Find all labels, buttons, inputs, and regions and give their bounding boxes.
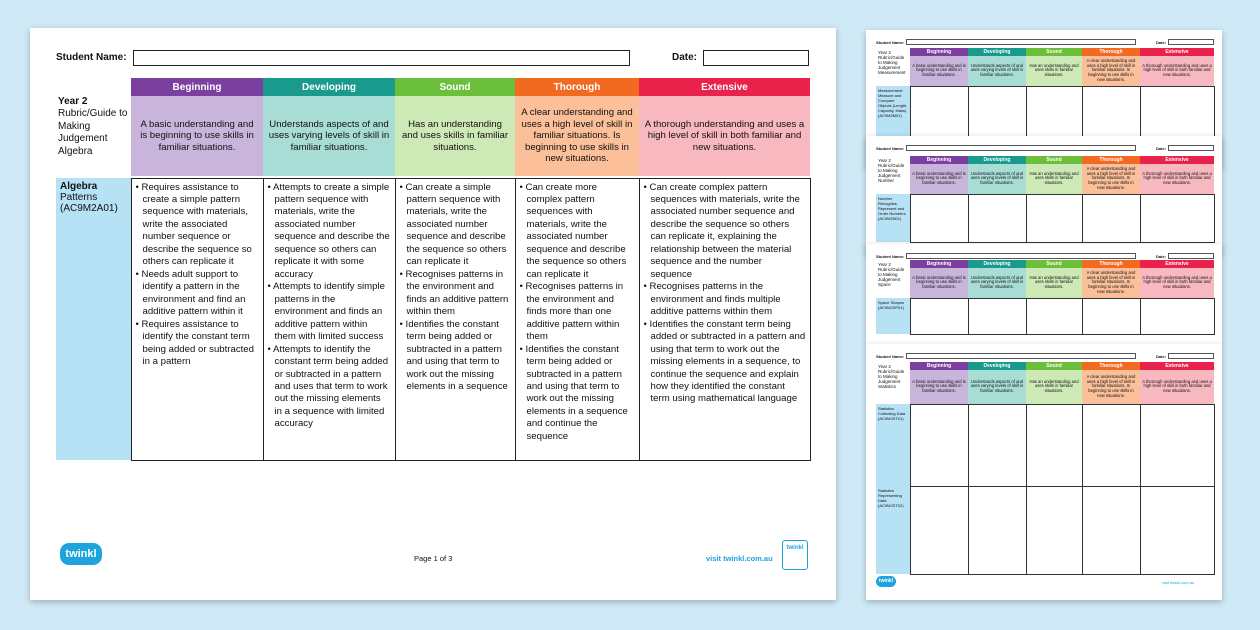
level-developing-descriptor: Understands aspects of and uses varying levels of skill in familiar situations. — [263, 96, 395, 176]
criterion: • Recognises patterns in the environment and finds multiple additive patterns within them — [644, 281, 806, 318]
rubric-table — [56, 78, 811, 461]
date-field — [1168, 253, 1214, 259]
level-descriptor: A clear understanding and uses a high level of skill in familiar situations. Is beginning to use skills in new situations. — [1082, 268, 1140, 298]
strand-cell: Space Shapes (AC9M2SP01) — [876, 298, 910, 334]
criterion: • Identifies the constant term being added or subtracted in a pattern and using that term to work out the missing elements in a sequence, to continue the sequence and explain how they identified the constant term using mathematical language — [644, 319, 806, 406]
intro-cell: Year 2 Rubric/Guide to Making Judgement Measurement — [878, 50, 906, 75]
level-header: Extensive — [1140, 48, 1214, 56]
student-name-label: Student Name: — [876, 254, 905, 259]
criterion: • Can create a simple pattern sequence with materials, write the associated number sequence and describe the sequence so others can replicate it — [400, 182, 511, 269]
criterion: • Attempts to create a simple pattern sequence with materials, write the associated number sequence and describe the sequence so others can replicate it with some accuracy — [268, 182, 391, 282]
date-label: Date: — [1156, 146, 1167, 151]
criterion: • Attempts to identify the constant term being added or subtracted in a pattern and uses that term to work out the missing elements in a sequence with limited accuracy — [268, 344, 391, 431]
page-number: Page 1 of 3 — [414, 554, 453, 563]
level-descriptor: A basic understanding and is beginning to use skills in familiar situations. — [910, 164, 968, 194]
level-descriptor: Has an understanding and uses skills in familiar situations. — [1026, 268, 1082, 298]
level-header: Extensive — [1140, 362, 1214, 370]
criterion: • Requires assistance to create a simple pattern sequence with materials, write the associated number sequence or describe the sequence so others can replicate it — [136, 182, 259, 269]
level-header: Developing — [968, 260, 1026, 268]
strand-cell — [56, 178, 131, 460]
date-label: Date: — [1156, 254, 1167, 259]
website-link[interactable]: visit twinkl.com.au — [706, 554, 773, 563]
intro-cell: Year 2 Rubric/Guide to Making Judgement Statistics — [878, 364, 905, 389]
level-header: Thorough — [1082, 48, 1140, 56]
level-descriptor: Has an understanding and uses skills in familiar situations. — [1026, 164, 1082, 194]
level-header: Developing — [968, 48, 1026, 56]
level-descriptor: A basic understanding and is beginning to use skills in familiar situations. — [910, 56, 968, 86]
level-header: Sound — [1026, 260, 1082, 268]
twinkl-logo: twinkl — [60, 543, 102, 565]
level-header: Sound — [1026, 48, 1082, 56]
level-descriptor: A thorough understanding and uses a high level of skill in both familiar and new situations. — [1140, 370, 1214, 404]
mini-rubric-table — [876, 156, 1215, 243]
level-descriptor: Understands aspects of and uses varying levels of skill in familiar situations. — [968, 56, 1026, 86]
student-name-label: Student Name: — [876, 40, 905, 45]
level-header: Beginning — [910, 260, 968, 268]
level-developing-header: Developing — [263, 78, 395, 96]
criterion: • Needs adult support to identify a pattern in the environment and find an additive pattern within it — [136, 269, 259, 319]
thumbnail-page-number[interactable] — [866, 136, 1222, 254]
mini-rubric-table — [876, 48, 1215, 147]
strand-cell: Number Recognise, Represent and Order Numbers (AC9M2N01) — [876, 194, 910, 242]
date-label: Date: — [1156, 354, 1167, 359]
rubric-page — [30, 28, 836, 600]
level-header: Thorough — [1082, 260, 1140, 268]
strand-cell: Measurement Measure and Compare Objects (Length, Capacity, Mass) (AC9M2M01) — [876, 86, 910, 146]
quality-badge — [782, 540, 808, 570]
date-field — [1168, 145, 1214, 151]
level-descriptor: A clear understanding and uses a high level of skill in familiar situations. Is beginning to use skills in new situations. — [1082, 164, 1140, 194]
developing-criteria — [263, 178, 395, 460]
level-thorough-descriptor: A clear understanding and uses a high level of skill in familiar situations. Is beginning to use skills in new situations. — [515, 96, 639, 176]
extensive-criteria — [639, 178, 810, 460]
level-descriptor: Understands aspects of and uses varying levels of skill in familiar situations. — [968, 370, 1026, 404]
strand-cell: Statistics Collecting Data (AC9M2ST01) — [876, 404, 910, 486]
level-header: Sound — [1026, 362, 1082, 370]
level-descriptor: A clear understanding and uses a high level of skill in familiar situations. Is beginning to use skills in new situations. — [1082, 56, 1140, 86]
website-link: visit twinkl.com.au — [1162, 580, 1195, 585]
level-thorough-header: Thorough — [515, 78, 639, 96]
criterion: • Can create complex pattern sequences with materials, write the associated number sequence and describe the sequence so others can replicate it, explaining the relationship between the material sequence and the number sequence — [644, 182, 806, 282]
student-name-field — [906, 353, 1136, 359]
date-label: Date: — [1156, 40, 1167, 45]
level-header: Thorough — [1082, 156, 1140, 164]
mini-rubric-table — [876, 362, 1215, 575]
badge-label: twinkl — [786, 545, 804, 551]
strand-cell: Statistics Representing Data (AC9M2ST02) — [876, 486, 910, 574]
sound-criteria — [395, 178, 515, 460]
beginning-criteria — [131, 178, 263, 460]
date-label: Date: — [672, 52, 698, 63]
date-field — [1168, 39, 1214, 45]
student-name-label: Student Name: — [56, 52, 127, 63]
intro-cell: Year 2 Rubric/Guide to Making Judgement Number — [878, 158, 905, 183]
level-descriptor: A basic understanding and is beginning to use skills in familiar situations. — [910, 268, 968, 298]
level-header: Developing — [968, 156, 1026, 164]
level-descriptor: A clear understanding and uses a high level of skill in familiar situations. Is beginning to use skills in new situations. — [1082, 370, 1140, 404]
level-header: Beginning — [910, 48, 968, 56]
level-extensive-descriptor: A thorough understanding and uses a high level of skill in both familiar and new situations. — [639, 96, 810, 176]
level-header: Extensive — [1140, 260, 1214, 268]
criterion: • Requires assistance to identify the constant term being added or subtracted in a pattern — [136, 319, 259, 369]
student-name-field — [906, 253, 1136, 259]
rubric-subtitle: Rubric/Guide to Making Judgement Algebra — [58, 108, 128, 157]
level-descriptor: A thorough understanding and uses a high level of skill in both familiar and new situations. — [1140, 164, 1214, 194]
student-name-label: Student Name: — [876, 146, 905, 151]
level-beginning-descriptor: A basic understanding and is beginning to use skills in familiar situations. — [131, 96, 263, 176]
level-beginning-header: Beginning — [131, 78, 263, 96]
criterion: • Identifies the constant term being added or subtracted in a pattern and using that term to work out the missing elements in a sequence and continue the sequence — [520, 344, 635, 444]
level-header: Beginning — [910, 156, 968, 164]
level-descriptor: Understands aspects of and uses varying levels of skill in familiar situations. — [968, 268, 1026, 298]
year-label: Year 2 — [58, 95, 88, 107]
student-name-field — [906, 145, 1136, 151]
date-field[interactable] — [703, 50, 809, 66]
level-descriptor: A basic understanding and is beginning to use skills in familiar situations. — [910, 370, 968, 404]
criterion: • Recognises patterns in the environment and finds more than one additive pattern within them — [520, 281, 635, 343]
student-name-field[interactable] — [133, 50, 630, 66]
level-descriptor: A thorough understanding and uses a high level of skill in both familiar and new situations. — [1140, 268, 1214, 298]
strand-topic: Patterns — [60, 192, 98, 203]
level-descriptor: A thorough understanding and uses a high level of skill in both familiar and new situations. — [1140, 56, 1214, 86]
student-name-label: Student Name: — [876, 354, 905, 359]
level-sound-descriptor: Has an understanding and uses skills in familiar situations. — [395, 96, 515, 176]
date-field — [1168, 353, 1214, 359]
level-header: Sound — [1026, 156, 1082, 164]
strand-title: Algebra — [60, 181, 98, 192]
mini-rubric-table — [876, 260, 1215, 335]
criterion: • Identifies the constant term being added or subtracted in a pattern and using that term to work out the missing elements in a sequence — [400, 319, 511, 394]
intro-cell: Year 2 Rubric/Guide to Making Judgement Space — [878, 262, 905, 287]
strand-code: (AC9M2A01) — [60, 203, 118, 214]
student-name-field — [906, 39, 1136, 45]
level-descriptor: Has an understanding and uses skills in familiar situations. — [1026, 56, 1082, 86]
criterion: • Recognises patterns in the environment and finds an additive pattern within them — [400, 269, 511, 319]
level-sound-header: Sound — [395, 78, 515, 96]
thumbnail-page-statistics[interactable] — [866, 344, 1222, 600]
criterion: • Can create more complex pattern sequences with materials, write the associated number sequence and describe the sequence so others can replicate it — [520, 182, 635, 282]
intro-cell — [56, 78, 131, 176]
level-descriptor: Has an understanding and uses skills in familiar situations. — [1026, 370, 1082, 404]
level-descriptor: Understands aspects of and uses varying levels of skill in familiar situations. — [968, 164, 1026, 194]
level-header: Beginning — [910, 362, 968, 370]
level-header: Thorough — [1082, 362, 1140, 370]
thorough-criteria — [515, 178, 639, 460]
criterion: • Attempts to identify simple patterns in the environment and finds an additive pattern within them with limited success — [268, 281, 391, 343]
level-header: Extensive — [1140, 156, 1214, 164]
thumbnail-page-space[interactable] — [866, 244, 1222, 344]
twinkl-logo: twinkl — [876, 576, 896, 587]
level-header: Developing — [968, 362, 1026, 370]
level-extensive-header: Extensive — [639, 78, 810, 96]
